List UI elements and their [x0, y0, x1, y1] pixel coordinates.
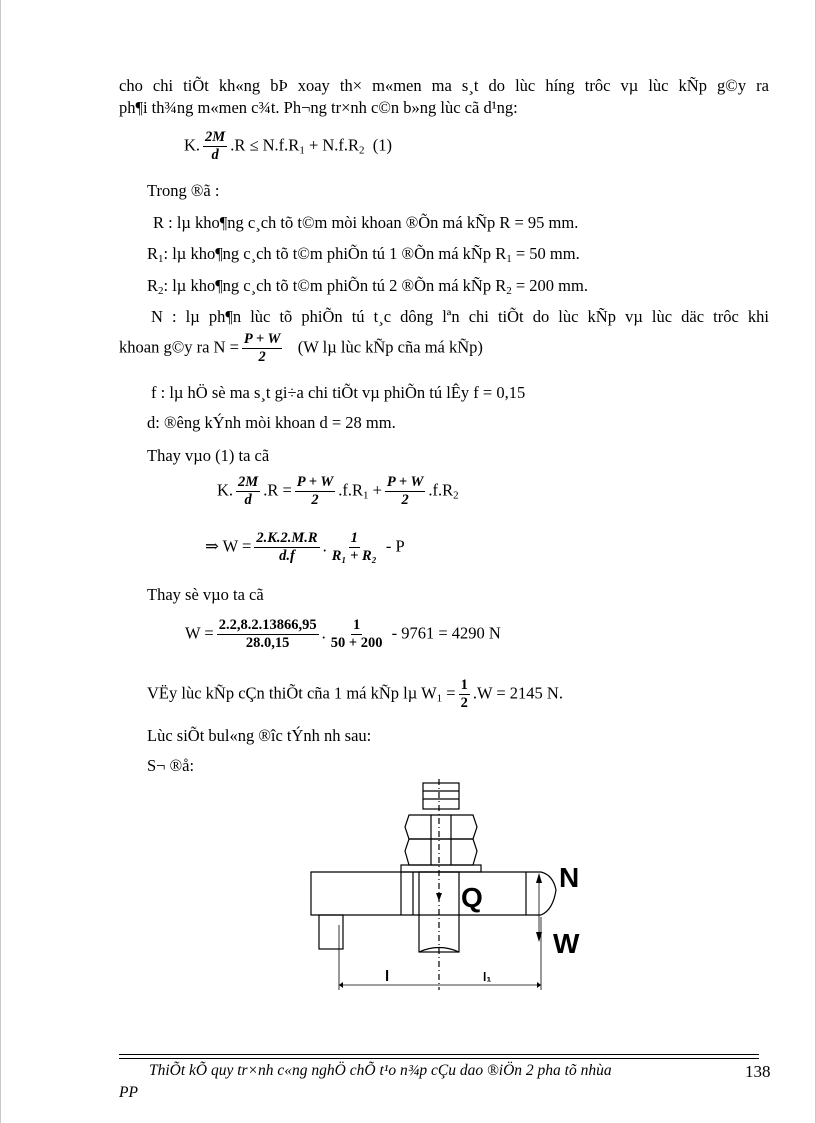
- clamp-bar: [311, 872, 556, 915]
- definition-R1: $R_1$: lµ kho¶ng c¸ch tõ t©m phiÕn tú 1 ®Õn má kÑp $R_1 = 50$ mm.: [147, 244, 580, 265]
- footer-rule: [119, 1054, 759, 1055]
- vay-line: VËy lùc kÑp cÇn thiÕt cña 1 má kÑp lµ $W_1$ = $\frac{1}{2}$ .W = 2145 N.: [147, 677, 563, 711]
- label-l: l: [385, 968, 390, 985]
- clamp-diagram: [301, 775, 621, 1000]
- footer-title: ThiÕt kÕ quy tr×nh c«ng nghÖ chÕ t¹o n¾p cÇu dao ®iÖn 2 pha tõ nhùa: [149, 1062, 612, 1079]
- label-N: N: [559, 862, 580, 893]
- label-W: W: [553, 928, 580, 959]
- paragraph-line: cho chi tiÕt kh«ng bÞ xoay th× m«men ma s¸t do lùc híng trôc vµ lùc kÑp g©y ra: [119, 76, 769, 95]
- thay-vao-line: Thay vµo (1) ta cã: [147, 446, 270, 465]
- nut: [405, 815, 477, 839]
- luc-siet-line: Lùc siÕt bul«ng ®îc tÝnh nh sau:: [147, 726, 372, 745]
- bolt-head: [423, 783, 459, 809]
- trong-do-label: Trong ®ã :: [147, 181, 220, 200]
- footer-rule: [119, 1058, 759, 1059]
- definition-R2: $R_2$: lµ kho¶ng c¸ch tõ t©m phiÕn tú 2 ®Õn má kÑp $R_2 = 200$ mm.: [147, 276, 588, 297]
- definition-N-cont: khoan g©y ra N = $\frac{P + W}{2}$ (W lµ lùc kÑp cña má kÑp): [119, 331, 483, 365]
- definition-R: R : lµ kho¶ng c¸ch tõ t©m mòi khoan ®Õn má kÑp R = 95 mm.: [153, 213, 579, 232]
- equation-3: ⇒ W = $\frac{2.K.2.M.R}{d.f}$ . $\frac{1}{\text{R₁ + R₂}}$ - P: [205, 530, 405, 564]
- equation-1: K. $\frac{2M}{d}$ $.R \le N.f.R_1 + N.f.R_2$ (1): [184, 129, 393, 163]
- thay-so-line: Thay sè vµo ta cã: [147, 585, 264, 604]
- footer-title-cont: PP: [119, 1084, 138, 1101]
- so-do-label: S¬ ®å:: [147, 756, 195, 775]
- equation-2: K. $\frac{2M}{d}$ .R = $\frac{P + W}{2}$ $.f.R_1$ + $\frac{P + W}{2}$ $.f.R_2$: [217, 474, 459, 508]
- definition-d: d: ®êng kÝnh mòi khoan d = 28 mm.: [147, 413, 396, 432]
- page-number: 138: [745, 1062, 771, 1081]
- equation-4: W = $\frac{2.2,8.2.13866,95}{28.0,15}$ . $\frac{1}{50 + 200}$ - 9761 = 4290 N: [185, 617, 501, 651]
- paragraph-line: ph¶i th¾ng m«men c¾t. Ph¬ng tr×nh c©n b»ng lùc cã d¹ng:: [119, 98, 518, 117]
- label-Q: Q: [461, 882, 483, 913]
- definition-N: N : lµ ph¶n lùc tõ phiÕn tú t¸c dông lªn chi tiÕt do lùc kÑp vµ lùc däc trôc khi: [151, 307, 769, 326]
- label-l1: l₁: [483, 970, 492, 984]
- definition-f: f : lµ hÖ sè ma s¸t gi÷a chi tiÕt vµ phiÕn tú lÊy f = 0,15: [151, 383, 526, 402]
